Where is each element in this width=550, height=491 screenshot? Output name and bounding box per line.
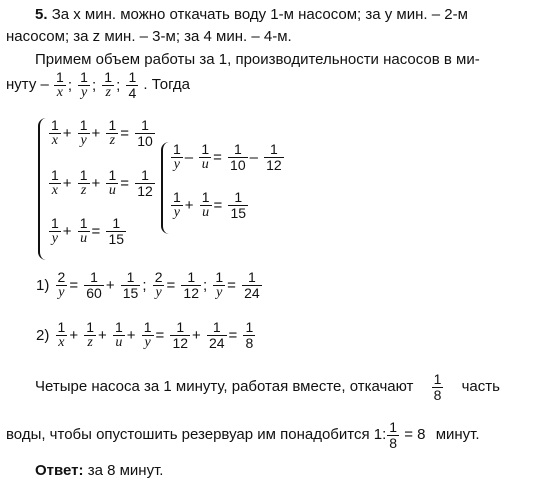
conclusion-line-1 bbox=[35, 372, 500, 402]
math-operator: + bbox=[69, 326, 79, 344]
fraction-denominator: 10 bbox=[137, 132, 153, 149]
fraction-numerator: 1 bbox=[128, 69, 137, 85]
fraction-numerator: 2 bbox=[57, 269, 66, 285]
fraction bbox=[49, 168, 61, 198]
fraction bbox=[106, 168, 118, 198]
math-operator: = bbox=[213, 196, 223, 214]
fraction bbox=[200, 190, 212, 220]
fraction-numerator: 1 bbox=[433, 371, 442, 387]
fraction-denominator: u bbox=[202, 204, 210, 220]
fraction-denominator: 24 bbox=[244, 284, 260, 301]
fraction bbox=[56, 320, 68, 350]
fraction-numerator: 1 bbox=[57, 319, 66, 335]
system2-row-2 bbox=[170, 190, 249, 220]
fraction-numerator: 1 bbox=[80, 69, 88, 85]
fraction-denominator: 15 bbox=[122, 284, 139, 301]
fraction-numerator: 1 bbox=[181, 270, 201, 286]
fraction-numerator: 1 bbox=[135, 168, 155, 184]
fraction bbox=[243, 320, 255, 350]
fraction-numerator: 1 bbox=[135, 118, 155, 134]
fraction bbox=[153, 270, 165, 300]
fraction-denominator: 8 bbox=[389, 434, 398, 451]
answer-line bbox=[35, 462, 163, 479]
conclusion-text-2: воды, чтобы опустошить резервуар им понадобится 1: bbox=[6, 426, 387, 444]
fraction bbox=[113, 320, 125, 350]
fraction-numerator: 1 bbox=[51, 215, 59, 231]
math-operator: + bbox=[184, 196, 194, 214]
fraction-denominator: 60 bbox=[86, 284, 102, 301]
fraction bbox=[84, 270, 104, 300]
fraction-denominator: 4 bbox=[128, 84, 137, 101]
problem-text-3: Примем объем работы за 1, производительности насосов в ми- bbox=[35, 51, 480, 68]
fraction-denominator: y bbox=[155, 284, 162, 300]
fraction-numerator: 1 bbox=[56, 69, 64, 85]
fraction bbox=[84, 320, 96, 350]
math-operator: = bbox=[120, 124, 130, 142]
fraction-numerator: 2 bbox=[154, 269, 163, 285]
math-operator: ; bbox=[116, 76, 121, 94]
math-operator: = bbox=[166, 276, 176, 294]
fraction-denominator: 12 bbox=[172, 334, 189, 351]
fraction bbox=[181, 270, 201, 300]
fraction bbox=[199, 142, 211, 172]
fraction bbox=[213, 270, 225, 300]
step-2-label: 2) bbox=[36, 326, 50, 344]
fraction-numerator: 1 bbox=[173, 141, 181, 157]
system1-row-2 bbox=[48, 168, 156, 198]
fraction bbox=[170, 320, 190, 350]
fraction-denominator: y bbox=[80, 132, 87, 148]
fraction-denominator: x bbox=[51, 132, 58, 148]
fraction-denominator: x bbox=[56, 84, 64, 100]
fraction-denominator: y bbox=[216, 284, 223, 300]
fraction-numerator: 1 bbox=[228, 142, 248, 158]
fraction bbox=[106, 118, 118, 148]
math-operator: ; bbox=[203, 276, 208, 294]
fraction-numerator: 1 bbox=[86, 319, 95, 335]
fraction bbox=[49, 216, 61, 246]
math-operator: ; bbox=[91, 76, 97, 94]
fraction-denominator: u bbox=[80, 230, 88, 246]
fraction-denominator: z bbox=[105, 84, 111, 100]
fraction-numerator: 1 bbox=[79, 117, 88, 133]
fraction-numerator: 1 bbox=[201, 189, 210, 205]
fraction-denominator: 15 bbox=[230, 204, 247, 221]
fraction-denominator: z bbox=[80, 182, 87, 198]
fraction-numerator: 1 bbox=[173, 189, 181, 205]
fraction bbox=[78, 216, 90, 246]
math-operator: ; bbox=[67, 76, 72, 94]
fraction-denominator: 8 bbox=[245, 334, 254, 351]
fraction bbox=[432, 372, 444, 402]
math-operator: + bbox=[62, 222, 72, 240]
fraction-numerator: 1 bbox=[108, 167, 117, 183]
fraction-numerator: 1 bbox=[121, 270, 141, 286]
fraction bbox=[387, 420, 399, 450]
fraction bbox=[78, 168, 90, 198]
fraction bbox=[228, 190, 248, 220]
fraction-numerator: 1 bbox=[228, 190, 248, 206]
fraction-numerator: 1 bbox=[106, 216, 126, 232]
fraction-numerator: 1 bbox=[79, 215, 88, 231]
fraction-denominator: y bbox=[80, 84, 88, 100]
fraction-denominator: 12 bbox=[137, 182, 153, 199]
fraction-denominator: y bbox=[58, 284, 65, 300]
math-operator: = bbox=[228, 326, 238, 344]
problem-line-4 bbox=[6, 70, 190, 100]
conclusion-text-2-suffix: минут. bbox=[435, 426, 480, 444]
fraction-denominator: y bbox=[173, 204, 180, 220]
math-operator: = bbox=[227, 276, 236, 294]
fraction bbox=[49, 118, 61, 148]
fraction bbox=[242, 270, 262, 300]
fraction-numerator: 1 bbox=[51, 167, 59, 183]
fraction bbox=[135, 168, 155, 198]
math-operator: = bbox=[91, 222, 101, 240]
fraction-numerator: 1 bbox=[51, 117, 59, 133]
fraction-numerator: 1 bbox=[108, 117, 117, 133]
fraction-denominator: y bbox=[144, 334, 151, 350]
rate-fraction bbox=[126, 70, 138, 100]
rate-fraction bbox=[78, 70, 90, 100]
fraction-numerator: 1 bbox=[143, 319, 152, 335]
system2-row-1 bbox=[170, 142, 285, 172]
rates-prefix: нуту – bbox=[6, 76, 49, 94]
math-operator: – bbox=[184, 148, 194, 166]
fraction-denominator: z bbox=[109, 132, 116, 148]
fraction-numerator: 1 bbox=[389, 419, 398, 435]
math-operator: + bbox=[126, 326, 136, 344]
problem-line-3 bbox=[35, 51, 480, 68]
math-operator: + bbox=[91, 174, 101, 192]
math-operator: = bbox=[155, 326, 165, 344]
math-operator: + bbox=[98, 326, 107, 344]
problem-number: 5. bbox=[35, 6, 48, 23]
fraction-denominator: u bbox=[115, 334, 123, 350]
fraction-denominator: 12 bbox=[266, 156, 282, 173]
fraction-denominator: x bbox=[51, 182, 58, 198]
system1-row-1 bbox=[48, 118, 156, 148]
fraction-denominator: y bbox=[173, 156, 180, 172]
fraction bbox=[142, 320, 154, 350]
math-operator: + bbox=[91, 124, 101, 142]
math-operator: + bbox=[105, 276, 115, 294]
fraction-numerator: 1 bbox=[242, 270, 262, 286]
fraction-numerator: 1 bbox=[84, 270, 104, 286]
step-1-label: 1) bbox=[36, 276, 50, 294]
fraction-numerator: 1 bbox=[207, 320, 227, 336]
problem-line-1 bbox=[35, 6, 468, 23]
rate-fraction bbox=[102, 70, 114, 100]
fraction bbox=[264, 142, 284, 172]
fraction bbox=[78, 118, 90, 148]
fraction bbox=[121, 270, 141, 300]
step-2 bbox=[35, 320, 256, 350]
fraction-numerator: 1 bbox=[215, 269, 224, 285]
fraction-numerator: 1 bbox=[201, 141, 210, 157]
fraction bbox=[171, 142, 183, 172]
fraction-denominator: 12 bbox=[183, 284, 199, 301]
fraction-denominator: z bbox=[87, 334, 93, 350]
fraction-denominator: u bbox=[201, 156, 209, 172]
rate-fraction bbox=[54, 70, 66, 100]
fraction-denominator: u bbox=[108, 182, 116, 198]
fraction-denominator: 24 bbox=[208, 334, 225, 351]
math-operator: = bbox=[213, 148, 222, 166]
fraction bbox=[135, 118, 155, 148]
system1-brace bbox=[38, 118, 48, 260]
math-operator: = bbox=[120, 174, 130, 192]
fraction-numerator: 1 bbox=[245, 319, 254, 335]
conclusion-result: = 8 bbox=[404, 426, 426, 444]
problem-line-2 bbox=[6, 28, 292, 45]
fraction bbox=[106, 216, 126, 246]
fraction-denominator: y bbox=[51, 230, 58, 246]
rates-suffix: . Тогда bbox=[143, 76, 190, 94]
fraction-numerator: 1 bbox=[104, 69, 113, 85]
math-operator: + bbox=[62, 174, 72, 192]
math-operator: + bbox=[62, 124, 72, 142]
fraction-numerator: 1 bbox=[170, 320, 190, 336]
fraction bbox=[207, 320, 227, 350]
fraction-numerator: 1 bbox=[264, 142, 284, 158]
fraction-denominator: 10 bbox=[230, 156, 246, 173]
answer-text: за 8 минут. bbox=[87, 462, 164, 479]
math-operator: – bbox=[249, 148, 258, 166]
fraction-denominator: x bbox=[58, 334, 65, 350]
fraction-numerator: 1 bbox=[114, 319, 123, 335]
math-operator: + bbox=[192, 326, 201, 344]
conclusion-text-1: Четыре насоса за 1 минуту, работая вместе, откачают bbox=[35, 378, 414, 396]
fraction-numerator: 1 bbox=[79, 167, 88, 183]
conclusion-text-1-suffix: часть bbox=[461, 378, 500, 396]
step-1 bbox=[35, 270, 263, 300]
problem-text-1: За x мин. можно откачать воду 1-м насосом; за y мин. – 2-м bbox=[51, 6, 468, 23]
fraction bbox=[56, 270, 68, 300]
problem-text-2: насосом; за z мин. – 3-м; за 4 мин. – 4-м. bbox=[6, 28, 292, 45]
fraction bbox=[228, 142, 248, 172]
math-operator: = bbox=[69, 276, 79, 294]
fraction-denominator: 8 bbox=[433, 386, 442, 403]
math-operator: ; bbox=[142, 276, 147, 294]
answer-label: Ответ: bbox=[35, 462, 84, 479]
conclusion-line-2 bbox=[6, 420, 480, 450]
fraction-denominator: 15 bbox=[108, 230, 125, 247]
fraction bbox=[171, 190, 183, 220]
system1-row-3 bbox=[48, 216, 127, 246]
